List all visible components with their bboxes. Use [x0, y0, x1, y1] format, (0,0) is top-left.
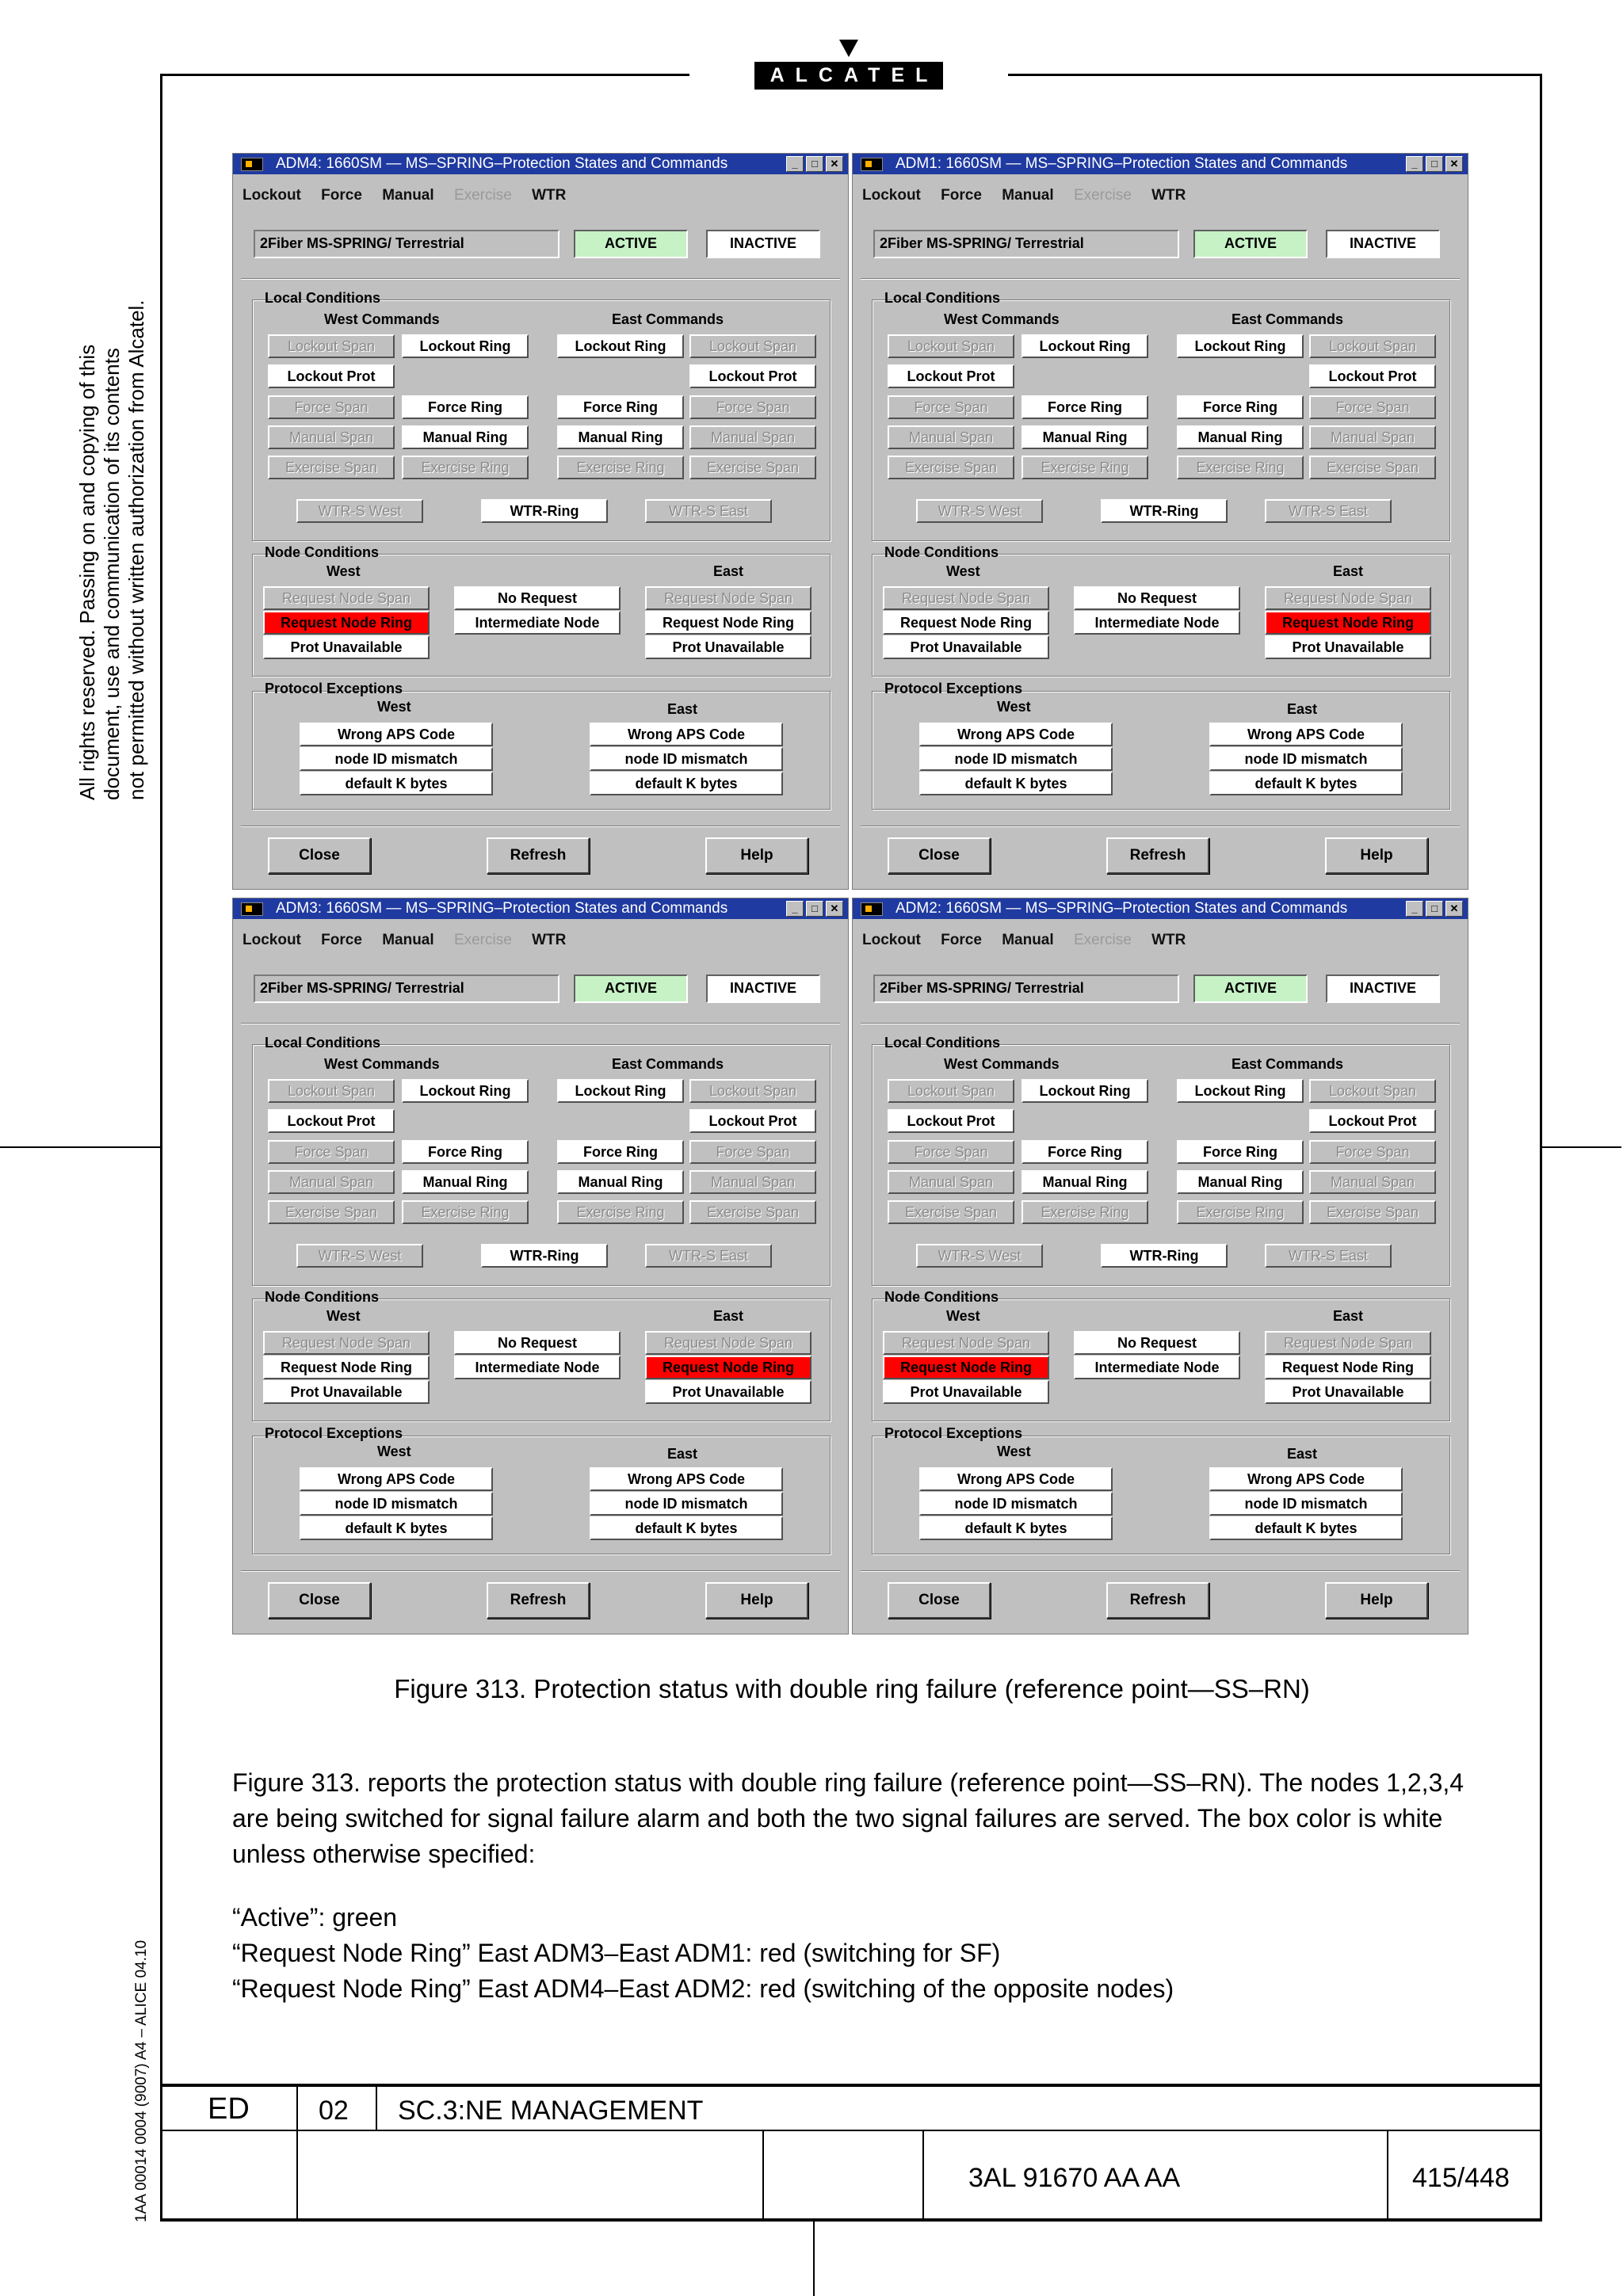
east-lockout-prot[interactable]: Lockout Prot — [1309, 1109, 1436, 1133]
menu-wtr[interactable]: WTR — [1151, 932, 1186, 948]
bottom-tick — [813, 2220, 815, 2296]
node-east-label: East — [713, 1308, 744, 1324]
node-east-label: East — [1333, 1308, 1364, 1324]
footer-rule-mid — [160, 2130, 1542, 2131]
west-commands-label: West Commands — [324, 311, 440, 327]
local-conditions-label: Local Conditions — [884, 290, 1000, 306]
wtr-s-east: WTR-S East — [645, 1244, 772, 1268]
west-commands-label: West Commands — [944, 1056, 1060, 1072]
separator — [861, 278, 1460, 280]
west-exercise-span: Exercise Span — [888, 1200, 1014, 1224]
west-node-id-mismatch: node ID mismatch — [300, 1492, 493, 1516]
body-paragraph: Figure 313. reports the protection status with double ring failure (reference point—SS–RN). The nodes 1,2,3,4 are being switched for signal failure alarm and both the two signal failures are served. The box color is white unless otherwise specified: — [232, 1768, 1465, 1868]
east-manual-span: Manual Span — [1309, 425, 1436, 449]
east-manual-span: Manual Span — [689, 425, 816, 449]
section-title: SC.3:NE MANAGEMENT — [398, 2096, 704, 2126]
pe-west-label: West — [377, 1444, 411, 1459]
title-bar[interactable] — [233, 154, 848, 174]
refresh-button[interactable]: Refresh — [487, 1582, 590, 1619]
no-request: No Request — [1074, 586, 1240, 610]
east-request-node-ring: Request Node Ring — [1265, 1356, 1431, 1379]
no-request: No Request — [1074, 1331, 1240, 1355]
note-line: “Request Node Ring” East ADM3–East ADM1: red (switching for SF) — [232, 1939, 1001, 1967]
active-status: ACTIVE — [574, 230, 688, 258]
local-conditions-label: Local Conditions — [265, 1035, 380, 1051]
menu-bar — [862, 187, 1201, 204]
node-west-label: West — [946, 563, 980, 579]
help-button[interactable]: Help — [1325, 1582, 1428, 1619]
east-lockout-span: Lockout Span — [1309, 334, 1436, 358]
east-manual-span: Manual Span — [689, 1170, 816, 1194]
pe-west-label: West — [997, 1444, 1031, 1459]
wtr-s-west: WTR-S West — [916, 1244, 1043, 1268]
separator — [861, 826, 1460, 827]
node-conditions-label: Node Conditions — [265, 1289, 379, 1305]
window-title: ADM3: 1660SM — MS–SPRING–Protection States and Commands — [276, 900, 728, 917]
east-request-node-span: Request Node Span — [1265, 586, 1431, 610]
inactive-status: INACTIVE — [706, 974, 820, 1003]
east-exercise-ring: Exercise Ring — [557, 1200, 684, 1224]
separator — [241, 1570, 840, 1572]
west-wrong-aps-code: Wrong APS Code — [919, 723, 1113, 746]
west-lockout-span: Lockout Span — [888, 1079, 1014, 1103]
logo-triangle-icon — [839, 40, 858, 57]
west-exercise-ring: Exercise Ring — [1022, 1200, 1148, 1224]
east-force-span: Force Span — [689, 1140, 816, 1164]
menu-bar — [862, 932, 1201, 949]
intermediate-node: Intermediate Node — [454, 611, 621, 635]
title-bar[interactable] — [853, 154, 1468, 174]
east-lockout-ring[interactable]: Lockout Ring — [557, 334, 684, 358]
help-button[interactable]: Help — [1325, 837, 1428, 874]
doc-number: 3AL 91670 AA AA — [968, 2163, 1181, 2193]
close-icon[interactable]: ✕ — [826, 901, 843, 917]
west-force-ring[interactable]: Force Ring — [1022, 395, 1148, 419]
menu-exercise: Exercise — [1073, 932, 1132, 948]
node-west-label: West — [946, 1308, 980, 1324]
east-prot-unavailable: Prot Unavailable — [1265, 635, 1431, 659]
west-commands-label: West Commands — [944, 311, 1060, 327]
east-prot-unavailable: Prot Unavailable — [645, 1380, 812, 1404]
west-prot-unavailable: Prot Unavailable — [883, 1380, 1049, 1404]
menu-force[interactable]: Force — [321, 932, 362, 948]
intermediate-node: Intermediate Node — [454, 1356, 621, 1379]
minimize-icon[interactable]: _ — [1406, 156, 1423, 172]
west-force-ring[interactable]: Force Ring — [402, 1140, 529, 1164]
west-prot-unavailable: Prot Unavailable — [263, 1380, 430, 1404]
east-lockout-span: Lockout Span — [689, 1079, 816, 1103]
title-bar[interactable] — [233, 898, 848, 919]
west-exercise-ring: Exercise Ring — [402, 456, 529, 479]
menu-force[interactable]: Force — [321, 187, 362, 204]
window-system-icon[interactable] — [241, 158, 263, 171]
close-button[interactable]: Close — [888, 837, 991, 874]
east-request-node-span: Request Node Span — [1265, 1331, 1431, 1355]
inactive-status: INACTIVE — [706, 230, 820, 258]
screenshot-grid — [232, 153, 1468, 1636]
refresh-button[interactable]: Refresh — [1106, 1582, 1209, 1619]
east-lockout-span: Lockout Span — [689, 334, 816, 358]
west-prot-unavailable: Prot Unavailable — [263, 635, 430, 659]
inactive-status: INACTIVE — [1326, 230, 1440, 258]
east-lockout-ring[interactable]: Lockout Ring — [557, 1079, 684, 1103]
wtr-s-east: WTR-S East — [1265, 1244, 1392, 1268]
east-node-id-mismatch: node ID mismatch — [1209, 747, 1403, 771]
close-icon[interactable]: ✕ — [1445, 901, 1463, 917]
node-conditions-label: Node Conditions — [884, 544, 999, 560]
west-force-span: Force Span — [268, 1140, 395, 1164]
logo-text: ALCATEL — [754, 62, 944, 90]
protection-window — [852, 153, 1468, 890]
east-exercise-span: Exercise Span — [1309, 456, 1436, 479]
east-force-ring[interactable]: Force Ring — [1177, 1140, 1304, 1164]
west-request-node-ring: Request Node Ring — [883, 1356, 1049, 1379]
ed-value: 02 — [319, 2096, 349, 2126]
pe-east-label: East — [667, 1446, 698, 1462]
east-force-span: Force Span — [1309, 395, 1436, 419]
active-status: ACTIVE — [574, 974, 688, 1003]
menu-exercise: Exercise — [1073, 187, 1132, 204]
wtr-ring[interactable]: WTR-Ring — [1101, 1244, 1228, 1268]
footer-divider — [296, 2085, 298, 2220]
minimize-icon[interactable]: _ — [1406, 901, 1423, 917]
footer-divider — [762, 2131, 764, 2220]
east-exercise-span: Exercise Span — [1309, 1200, 1436, 1224]
frame-left — [160, 74, 162, 2221]
separator — [241, 278, 840, 280]
east-force-span: Force Span — [1309, 1140, 1436, 1164]
west-lockout-prot[interactable]: Lockout Prot — [888, 1109, 1014, 1133]
west-exercise-span: Exercise Span — [888, 456, 1014, 479]
separator — [861, 1023, 1460, 1024]
config-field: 2Fiber MS-SPRING/ Terrestrial — [254, 974, 559, 1003]
inactive-status: INACTIVE — [1326, 974, 1440, 1003]
east-lockout-prot[interactable]: Lockout Prot — [689, 1109, 816, 1133]
west-lockout-span: Lockout Span — [268, 334, 395, 358]
rights-line: not permitted without written authorization from Alcatel. — [124, 299, 148, 800]
note-line: “Request Node Ring” East ADM4–East ADM2: red (switching of the opposite nodes) — [232, 1974, 1174, 2003]
page-number: 415/448 — [1412, 2163, 1510, 2193]
help-button[interactable]: Help — [705, 837, 808, 874]
intermediate-node: Intermediate Node — [1074, 611, 1240, 635]
east-exercise-span: Exercise Span — [689, 1200, 816, 1224]
menu-manual[interactable]: Manual — [1002, 187, 1054, 204]
maximize-icon[interactable]: □ — [806, 901, 823, 917]
east-commands-label: East Commands — [612, 311, 724, 327]
west-request-node-span: Request Node Span — [883, 1331, 1049, 1355]
west-manual-ring[interactable]: Manual Ring — [1022, 425, 1148, 449]
node-west-label: West — [327, 1308, 361, 1324]
east-request-node-ring: Request Node Ring — [645, 1356, 812, 1379]
maximize-icon[interactable]: □ — [1426, 901, 1443, 917]
west-lockout-span: Lockout Span — [888, 334, 1014, 358]
west-lockout-ring[interactable]: Lockout Ring — [402, 334, 529, 358]
wtr-s-west: WTR-S West — [296, 499, 423, 523]
footer-rule-bottom — [160, 2218, 1542, 2222]
config-field: 2Fiber MS-SPRING/ Terrestrial — [873, 974, 1179, 1003]
west-manual-ring[interactable]: Manual Ring — [1022, 1170, 1148, 1194]
local-conditions-label: Local Conditions — [884, 1035, 1000, 1051]
minimize-icon[interactable]: _ — [786, 901, 804, 917]
west-request-node-ring: Request Node Ring — [263, 1356, 430, 1379]
intermediate-node: Intermediate Node — [1074, 1356, 1240, 1379]
east-default-k-bytes: default K bytes — [590, 1516, 783, 1540]
east-wrong-aps-code: Wrong APS Code — [1209, 723, 1403, 746]
west-lockout-prot[interactable]: Lockout Prot — [268, 1109, 395, 1133]
east-manual-ring[interactable]: Manual Ring — [1177, 425, 1304, 449]
west-default-k-bytes: default K bytes — [300, 1516, 493, 1540]
menu-wtr[interactable]: WTR — [1151, 187, 1186, 204]
west-exercise-ring: Exercise Ring — [402, 1200, 529, 1224]
maximize-icon[interactable]: □ — [1426, 156, 1443, 172]
east-node-id-mismatch: node ID mismatch — [590, 1492, 783, 1516]
menu-lockout[interactable]: Lockout — [242, 932, 301, 948]
separator — [861, 1570, 1460, 1572]
west-exercise-span: Exercise Span — [268, 1200, 395, 1224]
node-east-label: East — [713, 563, 744, 579]
separator — [241, 826, 840, 827]
window-system-icon[interactable] — [861, 158, 883, 171]
pe-east-label: East — [1287, 1446, 1318, 1462]
menu-wtr[interactable]: WTR — [532, 187, 567, 204]
figure-caption: Figure 313. Protection status with double ring failure (reference point—SS–RN) — [394, 1674, 1310, 1703]
local-conditions-label: Local Conditions — [265, 290, 380, 306]
menu-lockout[interactable]: Lockout — [242, 187, 301, 204]
west-manual-span: Manual Span — [268, 1170, 395, 1194]
west-manual-ring[interactable]: Manual Ring — [402, 425, 529, 449]
title-bar[interactable] — [853, 898, 1468, 919]
frame-top-left — [160, 74, 689, 76]
node-west-label: West — [327, 563, 361, 579]
west-default-k-bytes: default K bytes — [919, 1516, 1113, 1540]
west-wrong-aps-code: Wrong APS Code — [300, 723, 493, 746]
wtr-s-west: WTR-S West — [916, 499, 1043, 523]
east-lockout-ring[interactable]: Lockout Ring — [1177, 1079, 1304, 1103]
ed-label: ED — [208, 2092, 250, 2126]
config-field: 2Fiber MS-SPRING/ Terrestrial — [254, 230, 559, 258]
rights-line: All rights reserved. Passing on and copying of this — [75, 344, 99, 800]
east-request-node-span: Request Node Span — [645, 1331, 812, 1355]
footer-divider — [376, 2085, 377, 2131]
east-request-node-span: Request Node Span — [645, 586, 812, 610]
minimize-icon[interactable]: _ — [786, 156, 804, 172]
east-manual-ring[interactable]: Manual Ring — [557, 425, 684, 449]
east-prot-unavailable: Prot Unavailable — [1265, 1380, 1431, 1404]
west-node-id-mismatch: node ID mismatch — [919, 1492, 1113, 1516]
west-force-ring[interactable]: Force Ring — [402, 395, 529, 419]
east-request-node-ring: Request Node Ring — [645, 611, 812, 635]
wtr-s-west: WTR-S West — [296, 1244, 423, 1268]
west-lockout-ring[interactable]: Lockout Ring — [1022, 1079, 1148, 1103]
west-commands-label: West Commands — [324, 1056, 440, 1072]
west-force-ring[interactable]: Force Ring — [1022, 1140, 1148, 1164]
west-request-node-span: Request Node Span — [263, 586, 430, 610]
close-button[interactable]: Close — [888, 1582, 991, 1619]
close-icon[interactable]: ✕ — [1445, 156, 1463, 172]
menu-manual[interactable]: Manual — [382, 187, 434, 204]
note-line: “Active”: green — [232, 1903, 398, 1932]
protocol-exceptions-label: Protocol Exceptions — [265, 1425, 403, 1441]
west-force-span: Force Span — [888, 395, 1014, 419]
menu-bar — [242, 187, 582, 204]
east-wrong-aps-code: Wrong APS Code — [1209, 1467, 1403, 1491]
help-button[interactable]: Help — [705, 1582, 808, 1619]
east-wrong-aps-code: Wrong APS Code — [590, 723, 783, 746]
menu-exercise: Exercise — [453, 932, 512, 948]
window-title: ADM4: 1660SM — MS–SPRING–Protection States and Commands — [276, 155, 728, 172]
west-request-node-ring: Request Node Ring — [883, 611, 1049, 635]
menu-manual[interactable]: Manual — [382, 932, 434, 948]
protocol-exceptions-label: Protocol Exceptions — [265, 681, 403, 696]
no-request: No Request — [454, 1331, 621, 1355]
east-wrong-aps-code: Wrong APS Code — [590, 1467, 783, 1491]
east-force-span: Force Span — [689, 395, 816, 419]
east-lockout-prot[interactable]: Lockout Prot — [1309, 364, 1436, 388]
no-request: No Request — [454, 586, 621, 610]
west-lockout-ring[interactable]: Lockout Ring — [1022, 334, 1148, 358]
node-conditions-label: Node Conditions — [265, 544, 379, 560]
pe-east-label: East — [667, 701, 698, 717]
menu-force[interactable]: Force — [941, 187, 982, 204]
protection-window — [232, 898, 849, 1634]
east-force-ring[interactable]: Force Ring — [557, 395, 684, 419]
west-request-node-ring: Request Node Ring — [263, 611, 430, 635]
west-request-node-span: Request Node Span — [263, 1331, 430, 1355]
west-manual-span: Manual Span — [888, 425, 1014, 449]
west-exercise-ring: Exercise Ring — [1022, 456, 1148, 479]
wtr-ring[interactable]: WTR-Ring — [1101, 499, 1228, 523]
menu-lockout[interactable]: Lockout — [862, 932, 921, 948]
close-button[interactable]: Close — [268, 1582, 371, 1619]
east-default-k-bytes: default K bytes — [590, 772, 783, 795]
protection-window — [852, 898, 1468, 1634]
west-lockout-prot[interactable]: Lockout Prot — [888, 364, 1014, 388]
east-manual-ring[interactable]: Manual Ring — [1177, 1170, 1304, 1194]
node-east-label: East — [1333, 563, 1364, 579]
footer-divider — [922, 2131, 924, 2220]
west-force-span: Force Span — [888, 1140, 1014, 1164]
protection-window — [232, 153, 849, 890]
protocol-exceptions-label: Protocol Exceptions — [884, 1425, 1023, 1441]
active-status: ACTIVE — [1193, 230, 1308, 258]
west-lockout-ring[interactable]: Lockout Ring — [402, 1079, 529, 1103]
refresh-button[interactable]: Refresh — [1106, 837, 1209, 874]
maximize-icon[interactable]: □ — [806, 156, 823, 172]
east-force-ring[interactable]: Force Ring — [1177, 395, 1304, 419]
west-force-span: Force Span — [268, 395, 395, 419]
west-node-id-mismatch: node ID mismatch — [300, 747, 493, 771]
east-exercise-ring: Exercise Ring — [557, 456, 684, 479]
protocol-exceptions-label: Protocol Exceptions — [884, 681, 1023, 696]
east-node-id-mismatch: node ID mismatch — [590, 747, 783, 771]
alcatel-logo — [750, 40, 948, 95]
east-exercise-ring: Exercise Ring — [1177, 456, 1304, 479]
footer-divider — [1387, 2131, 1388, 2220]
west-prot-unavailable: Prot Unavailable — [883, 635, 1049, 659]
menu-force[interactable]: Force — [941, 932, 982, 948]
west-default-k-bytes: default K bytes — [300, 772, 493, 795]
menu-lockout[interactable]: Lockout — [862, 187, 921, 204]
west-manual-span: Manual Span — [268, 425, 395, 449]
footer-rule-top — [160, 2084, 1542, 2087]
west-lockout-span: Lockout Span — [268, 1079, 395, 1103]
east-manual-ring[interactable]: Manual Ring — [557, 1170, 684, 1194]
menu-bar — [242, 932, 582, 949]
west-default-k-bytes: default K bytes — [919, 772, 1113, 795]
east-manual-span: Manual Span — [1309, 1170, 1436, 1194]
wtr-ring[interactable]: WTR-Ring — [481, 1244, 608, 1268]
window-system-icon[interactable] — [241, 902, 263, 916]
east-exercise-span: Exercise Span — [689, 456, 816, 479]
west-manual-span: Manual Span — [888, 1170, 1014, 1194]
east-force-ring[interactable]: Force Ring — [557, 1140, 684, 1164]
close-button[interactable]: Close — [268, 837, 371, 874]
menu-wtr[interactable]: WTR — [532, 932, 567, 948]
west-node-id-mismatch: node ID mismatch — [919, 747, 1113, 771]
east-lockout-ring[interactable]: Lockout Ring — [1177, 334, 1304, 358]
east-request-node-ring: Request Node Ring — [1265, 611, 1431, 635]
margin-mark-right — [1542, 1146, 1621, 1148]
close-icon[interactable]: ✕ — [826, 156, 843, 172]
refresh-button[interactable]: Refresh — [487, 837, 590, 874]
pe-west-label: West — [377, 699, 411, 715]
separator — [241, 1023, 840, 1024]
menu-exercise: Exercise — [453, 187, 512, 204]
wtr-s-east: WTR-S East — [645, 499, 772, 523]
frame-top-right — [1008, 74, 1542, 76]
west-wrong-aps-code: Wrong APS Code — [919, 1467, 1113, 1491]
west-wrong-aps-code: Wrong APS Code — [300, 1467, 493, 1491]
color-notes — [232, 1900, 1174, 2007]
wtr-ring[interactable]: WTR-Ring — [481, 499, 608, 523]
west-manual-ring[interactable]: Manual Ring — [402, 1170, 529, 1194]
east-lockout-prot[interactable]: Lockout Prot — [689, 364, 816, 388]
window-title: ADM2: 1660SM — MS–SPRING–Protection States and Commands — [896, 900, 1348, 917]
east-default-k-bytes: default K bytes — [1209, 1516, 1403, 1540]
window-system-icon[interactable] — [861, 902, 883, 916]
menu-manual[interactable]: Manual — [1002, 932, 1054, 948]
pe-west-label: West — [997, 699, 1031, 715]
margin-mark-left — [0, 1146, 160, 1148]
window-title: ADM1: 1660SM — MS–SPRING–Protection States and Commands — [896, 155, 1348, 172]
east-exercise-ring: Exercise Ring — [1177, 1200, 1304, 1224]
form-code: 1AA 00014 0004 (9007) A4 – ALICE 04.10 — [133, 1939, 150, 2222]
node-conditions-label: Node Conditions — [884, 1289, 999, 1305]
east-commands-label: East Commands — [612, 1056, 724, 1072]
active-status: ACTIVE — [1193, 974, 1308, 1003]
east-prot-unavailable: Prot Unavailable — [645, 635, 812, 659]
west-exercise-span: Exercise Span — [268, 456, 395, 479]
rights-line: document, use and communication of its contents — [100, 348, 124, 800]
east-commands-label: East Commands — [1232, 1056, 1344, 1072]
east-default-k-bytes: default K bytes — [1209, 772, 1403, 795]
pe-east-label: East — [1287, 701, 1318, 717]
east-node-id-mismatch: node ID mismatch — [1209, 1492, 1403, 1516]
west-request-node-span: Request Node Span — [883, 586, 1049, 610]
east-commands-label: East Commands — [1232, 311, 1344, 327]
wtr-s-east: WTR-S East — [1265, 499, 1392, 523]
west-lockout-prot[interactable]: Lockout Prot — [268, 364, 395, 388]
east-lockout-span: Lockout Span — [1309, 1079, 1436, 1103]
config-field: 2Fiber MS-SPRING/ Terrestrial — [873, 230, 1179, 258]
rights-notice — [75, 299, 149, 800]
